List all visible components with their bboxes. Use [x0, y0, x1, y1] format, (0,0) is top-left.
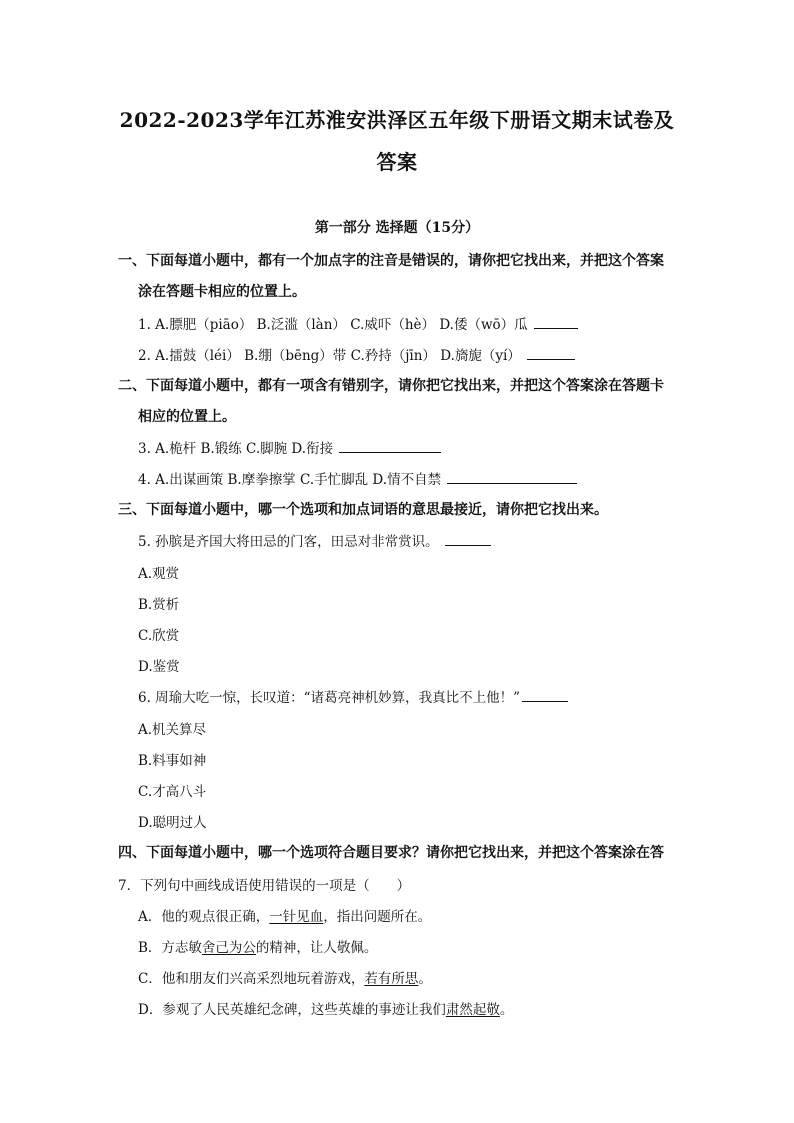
question-7: 7．下列句中画线成语使用错误的一项是（ ） [118, 878, 411, 894]
option-a-text: A．他的观点很正确， [138, 909, 270, 925]
question-4 [138, 468, 577, 488]
section2-heading-line2: 相应的位置上。 [138, 409, 236, 425]
question-5-option-d: D.鉴赏 [138, 659, 180, 675]
question-5-option-b: B.赏析 [138, 597, 180, 613]
question-5-text: 5. 孙膑是齐国大将田忌的门客，田忌对非常赏识。 [138, 534, 439, 550]
question-2 [138, 344, 575, 364]
section4-heading: 四、下面每道小题中，哪一个选项符合题目要求？请你把它找出来，并把这个答案涂在答 [118, 845, 664, 861]
question-6 [138, 686, 568, 706]
question-7-option-b [138, 936, 377, 956]
option-d-idiom: 肃然起敬 [445, 1002, 500, 1018]
question-7-option-a [138, 905, 431, 925]
section1-heading-line2: 涂在答题卡相应的位置上。 [138, 284, 306, 300]
answer-blank-4[interactable] [447, 469, 577, 484]
option-b-text: B．方志敏 [138, 940, 202, 956]
answer-blank-2[interactable] [527, 345, 575, 360]
question-1 [138, 313, 578, 333]
option-b-text-end: 的精神，让人敬佩。 [255, 940, 378, 956]
document-title-line2: 答案 [376, 150, 418, 174]
question-1-text: 1. A.膘肥（piāo） B.泛滥（làn） C.威吓（hè） D.倭（wō）瓜 [138, 317, 528, 333]
option-c-text-end: 。 [418, 971, 432, 987]
document-title-line1: 2022-2023学年江苏淮安洪泽区五年级下册语文期末试卷及 [119, 108, 675, 132]
question-7-option-d [138, 998, 513, 1018]
option-b-idiom: 舍己为公 [201, 940, 256, 956]
question-3-text: 3. A.桅杆 B.锻练 C.脚腕 D.衔接 [138, 441, 334, 457]
question-6-option-a: A.机关算尽 [138, 722, 207, 738]
section1-heading-line1: 一、下面每道小题中，都有一个加点字的注音是错误的，请你把它找出来，并把这个答案 [118, 253, 664, 269]
question-6-option-d: D.聪明过人 [138, 815, 207, 831]
question-5 [138, 530, 491, 550]
option-d-text-end: 。 [499, 1002, 514, 1018]
option-a-idiom: 一针见血 [269, 909, 324, 925]
section3-heading: 三、下面每道小题中，哪一个选项和加点词语的意思最接近，请你把它找出来。 [118, 502, 608, 518]
question-4-text: 4. A.出谋画策 B.摩拳擦掌 C.手忙脚乱 D.情不自禁 [138, 472, 442, 488]
question-5-option-a: A.观赏 [138, 566, 180, 582]
option-a-text-end: ，指出问题所在。 [323, 909, 432, 925]
answer-blank-1[interactable] [534, 314, 578, 329]
question-3 [138, 437, 441, 457]
question-7-option-c [138, 967, 432, 987]
answer-blank-6[interactable] [522, 687, 568, 702]
section2-heading-line1: 二、下面每道小题中，都有一项含有错别字，请你把它找出来，并把这个答案涂在答题卡 [118, 378, 664, 394]
option-d-text: D．参观了人民英雄纪念碑，这些英雄的事迹让我们 [138, 1002, 446, 1018]
question-6-text: 6. 周瑜大吃一惊，长叹道：“诸葛亮神机妙算，我真比不上他！” [138, 690, 520, 706]
question-5-option-c: C.欣赏 [138, 628, 180, 644]
answer-blank-3[interactable] [339, 438, 441, 453]
question-6-option-c: C.才高八斗 [138, 784, 207, 800]
answer-blank-5[interactable] [445, 531, 491, 546]
question-2-text: 2. A.擂鼓（léi） B.绷（bēng）带 C.矜持（jīn） D.旖旎（yí） [138, 348, 521, 364]
option-c-text: C．他和朋友们兴高采烈地玩着游戏， [138, 971, 365, 987]
question-6-option-b: B.料事如神 [138, 753, 207, 769]
option-c-idiom: 若有所思 [364, 971, 419, 987]
part-heading: 第一部分 选择题（15分） [314, 220, 480, 236]
